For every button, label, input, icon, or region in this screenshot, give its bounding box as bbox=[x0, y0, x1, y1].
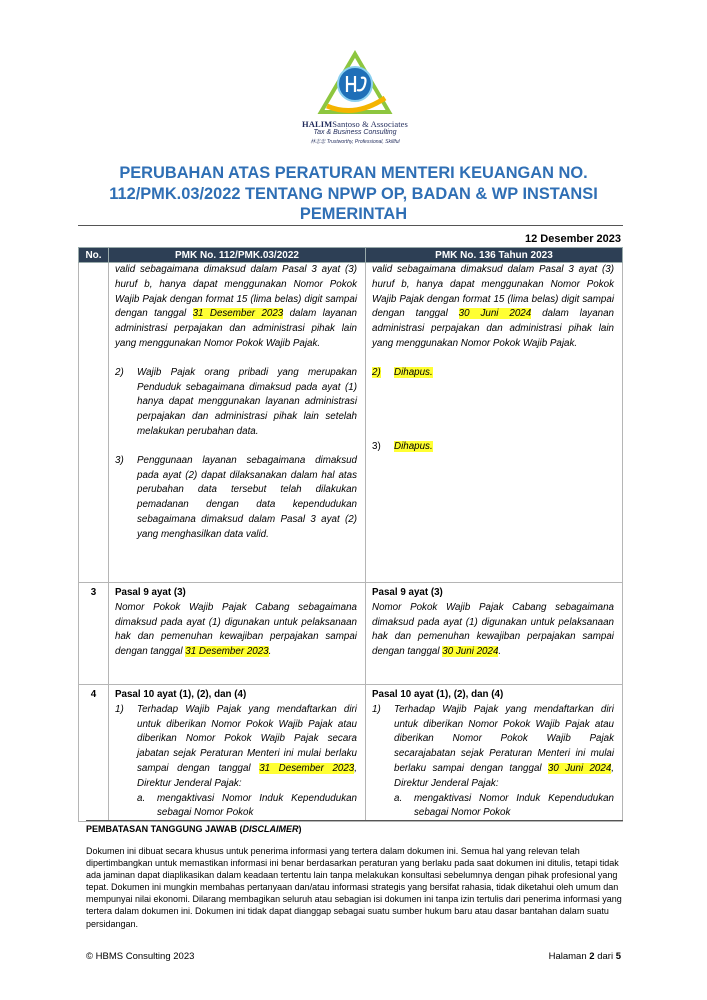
document-date: 12 Desember 2023 bbox=[524, 233, 621, 245]
list-item: 2) Wajib Pajak orang pribadi yang merupakan Penduduk sebagaimana dimaksud pada ayat (1) hanya dapat menggunakan layanan administrasi perpajakan dan administrasi pihak lain setelah melakukan perubahan data. bbox=[115, 366, 357, 437]
row-number-cell bbox=[79, 263, 109, 583]
row-number-cell: 3 bbox=[79, 583, 109, 685]
header-new-regulation: PMK No. 136 Tahun 2023 bbox=[366, 248, 623, 263]
title-divider bbox=[78, 225, 623, 226]
table-header-row bbox=[79, 248, 623, 263]
footer-copyright: © HBMS Consulting 2023 bbox=[86, 951, 195, 962]
logo-tagline: Tax & Business Consulting bbox=[313, 129, 397, 136]
table-row bbox=[79, 263, 623, 583]
list-item: 2) Dihapus. bbox=[372, 366, 433, 378]
disclaimer-divider bbox=[86, 820, 623, 821]
old-text-cell: Pasal 9 ayat (3) Nomor Pokok Wajib Pajak Cabang sebagaimana dimaksud pada ayat (1) digunakan untuk pelaksanaan hak dan pemenuhan kewajiban perpajakan sampai dengan tanggal 31 Desember 2023. bbox=[109, 583, 366, 685]
new-text-cell bbox=[366, 263, 623, 583]
row-number-cell: 4 bbox=[79, 685, 109, 822]
logo-motto: 林志忠 Trustworthy, Professional, Skillful bbox=[310, 139, 400, 145]
header-no: No. bbox=[79, 248, 109, 263]
logo-firm-name: HALIMSantoso & Associates bbox=[302, 119, 408, 129]
table-row bbox=[79, 685, 623, 822]
header-old-regulation: PMK No. 112/PMK.03/2022 bbox=[109, 248, 366, 263]
document-title: PERUBAHAN ATAS PERATURAN MENTERI KEUANGAN NO. 112/PMK.03/2022 TENTANG NPWP OP, BADAN & WP INSTANSI PEMERINTAH bbox=[109, 164, 598, 223]
list-item: 3) Dihapus. bbox=[372, 440, 433, 452]
list-item: 3) Penggunaan layanan sebagaimana dimaksud pada ayat (2) dapat dilaksanakan dalam hal atas perubahan data tersebut telah dilakukan pemadanan dengan data kependudukan sebagaimana dimaksud dalam Pasal 3 ayat (2) yang menghasilkan data valid. bbox=[115, 454, 357, 540]
disclaimer-body: Dokumen ini dibuat secara khusus untuk penerima informasi yang tertera dalam dokumen ini. Semua hal yang relevan telah dipertimbangkan untuk memastikan informasi ini benar berdasarkan peraturan yang berlaku pada saat dokumen ini ditulis, tetapi tidak ada jaminan dapat diaplikasikan dalam keadaan tertentu lain tanpa melakukan konsultasi sebelumnya dengan pihak profesional yang tepat. Dokumen ini mungkin membahas pertanyaan dan/atau informasi strategis yang bersifat rahasia, tidak diketahui oleh umum dan mempunyai nilai ekonomi. Dilarang membagikan seluruh atau sebagian isi dokumen ini tanpa izin tertulis dari penerima informasi yang tertera dalam dokumen ini. Dokumen ini tidak dapat dianggap sebagai suatu sumber hukum baru atau dasar bantahan dalam suatu persidangan. bbox=[86, 846, 622, 929]
new-text-cell: Pasal 9 ayat (3) Nomor Pokok Wajib Pajak Cabang sebagaimana dimaksud pada ayat (1) digunakan untuk pelaksanaan hak dan pemenuhan kewajiban perpajakan sampai dengan tanggal 30 Juni 2024. bbox=[366, 583, 623, 685]
table-row bbox=[79, 583, 623, 685]
old-paragraph: valid sebagaimana dimaksud dalam Pasal 3 ayat (3) huruf b, hanya dapat menggunakan Nomor Pokok Wajib Pajak dengan format 15 (lima belas) digit sampai dengan tanggal 31 Desember 2023 dalam layanan administrasi perpajakan dan administrasi pihak lain yang menggunakan Nomor Pokok Wajib Pajak. bbox=[115, 264, 357, 349]
disclaimer-title: PEMBATASAN TANGGUNG JAWAB (DISCLAIMER) bbox=[86, 824, 302, 834]
new-paragraph: valid sebagaimana dimaksud dalam Pasal 3 ayat (3) huruf b, hanya dapat menggunakan Nomor Pokok Wajib Pajak dengan format 15 (lima belas) digit sampai dengan tanggal 30 Juni 2024 dalam layanan administrasi perpajakan dan administrasi pihak lain yang menggunakan Nomor Pokok Wajib Pajak. bbox=[372, 264, 615, 349]
comparison-table bbox=[78, 247, 623, 822]
old-text-cell: Pasal 10 ayat (1), (2), dan (4) 1) Terhadap Wajib Pajak yang mendaftarkan diri untuk diberikan Nomor Pokok Wajib Pajak atau diberikan Nomor Pokok Wajib Pajak secara jabatan sejak Peraturan Menteri ini mulai berlaku sampai dengan tanggal 31 Desember 2023, Direktur Jenderal Pajak: a. mengaktivasi Nomor Induk Kependudukan sebagai Nomor Pokok bbox=[109, 685, 366, 822]
logo-emblem-icon bbox=[315, 48, 395, 118]
company-logo bbox=[285, 48, 425, 158]
old-text-cell bbox=[109, 263, 366, 583]
footer-page-number: Halaman 2 dari 5 bbox=[548, 951, 621, 962]
new-text-cell: Pasal 10 ayat (1), (2), dan (4) 1) Terhadap Wajib Pajak yang mendaftarkan diri untuk diberikan Nomor Pokok Wajib Pajak atau diberikan Nomor Pokok Wajib Pajak secarajabatan sejak Peraturan Menteri ini mulai berlaku sampai dengan tanggal 30 Juni 2024, Direktur Jenderal Pajak: a. mengaktivasi Nomor Induk Kependudukan sebagai Nomor Pokok bbox=[366, 685, 623, 822]
